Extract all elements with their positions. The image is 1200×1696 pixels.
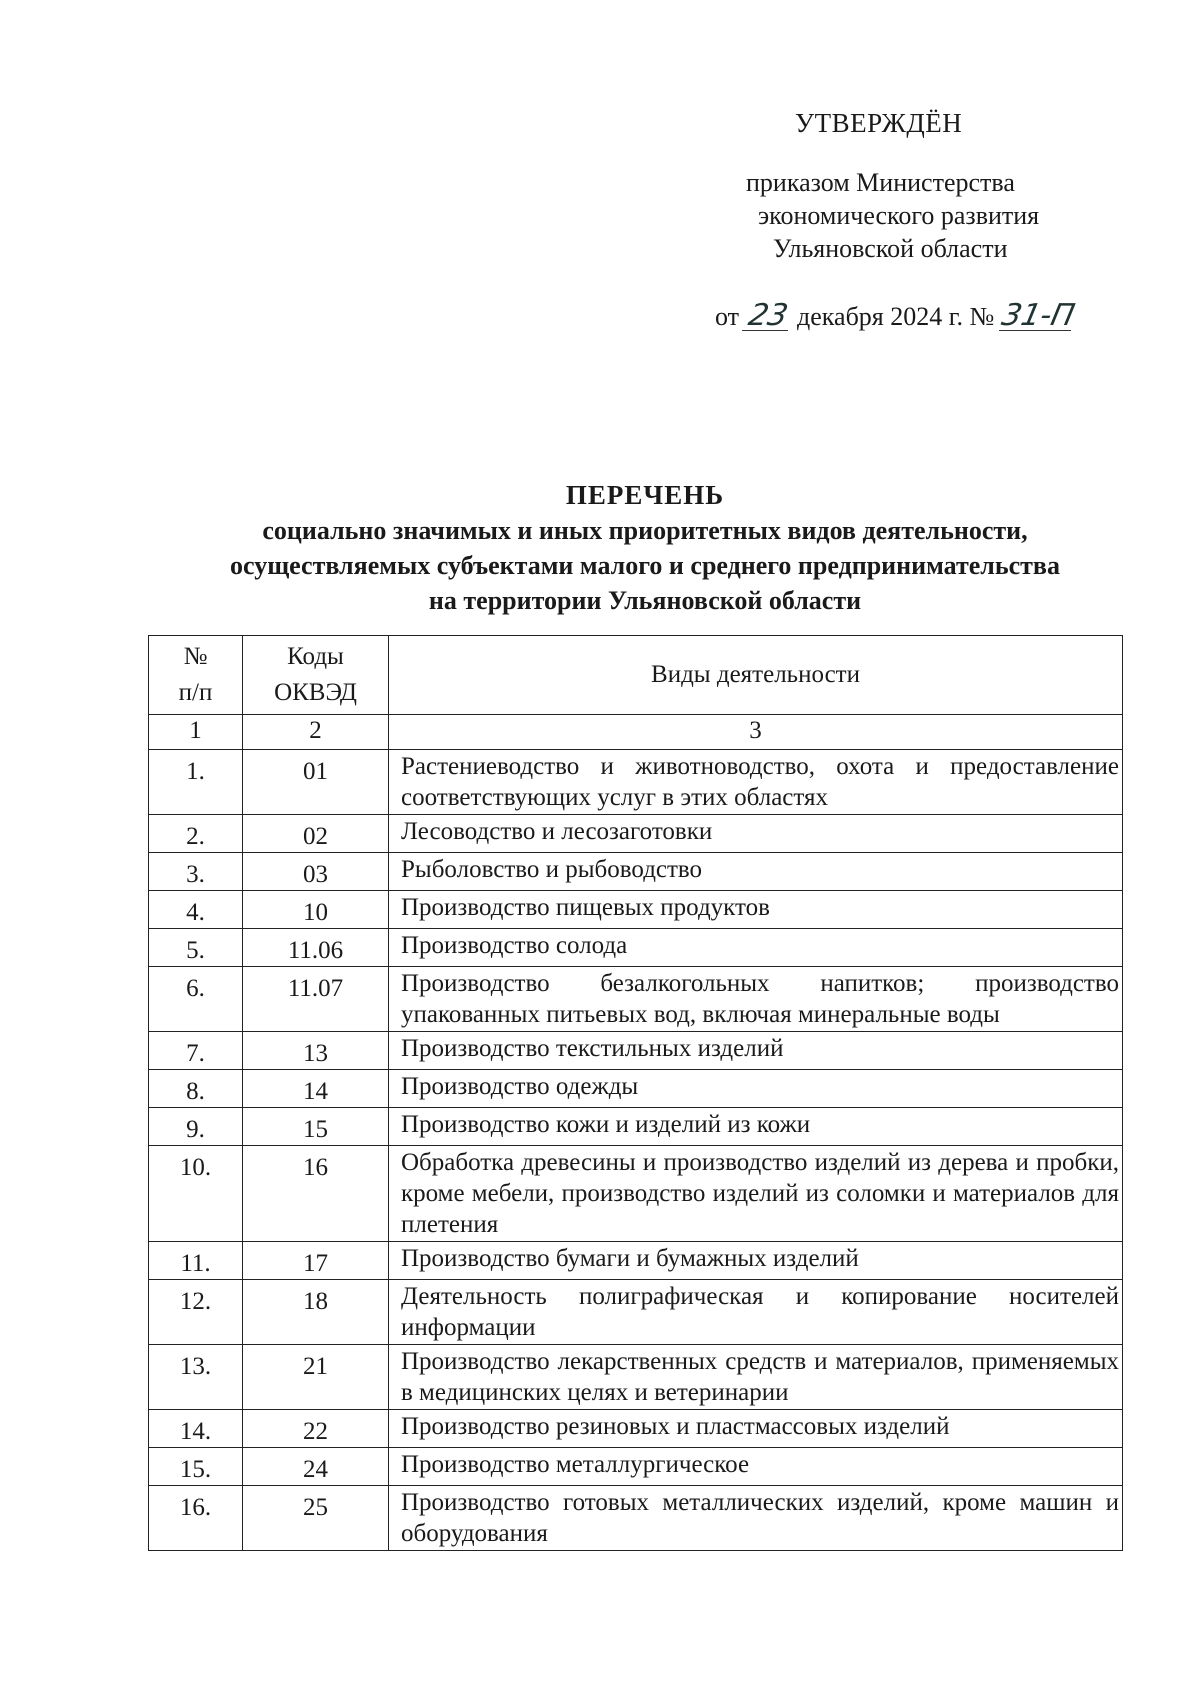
row-number: 3.	[149, 853, 243, 891]
activity-name: Деятельность полиграфическая и копирование носителей информации	[389, 1280, 1123, 1345]
table-row	[149, 1070, 1123, 1108]
table-header-row	[149, 636, 1123, 715]
header-code	[243, 636, 389, 715]
table-row	[149, 929, 1123, 967]
activity-name: Лесоводство и лесозаготовки	[389, 815, 1123, 853]
okved-code: 17	[243, 1242, 389, 1280]
approval-line-3: Ульяновской области	[773, 234, 1008, 263]
okved-code: 25	[243, 1486, 389, 1551]
okved-code: 11.06	[243, 929, 389, 967]
row-number: 14.	[149, 1410, 243, 1448]
column-index-1: 1	[149, 715, 243, 750]
activity-name: Производство готовых металлических изделий, кроме машин и оборудования	[389, 1486, 1123, 1551]
header-code-line1: Коды	[287, 643, 344, 670]
subtitle-line-1: социально значимых и иных приоритетных видов деятельности,	[262, 516, 1028, 545]
row-number: 7.	[149, 1032, 243, 1070]
row-number: 13.	[149, 1345, 243, 1410]
subtitle-line-3: на территории Ульяновской области	[428, 586, 862, 615]
activity-name: Производство кожи и изделий из кожи	[389, 1108, 1123, 1146]
table-row	[149, 1146, 1123, 1242]
row-number: 16.	[149, 1486, 243, 1551]
row-number: 6.	[149, 967, 243, 1032]
subtitle-line-2: осуществляемых субъектами малого и среднего предпринимательства	[230, 551, 1060, 580]
table-row	[149, 1108, 1123, 1146]
row-number: 4.	[149, 891, 243, 929]
table-row	[149, 1486, 1123, 1551]
okved-code: 11.07	[243, 967, 389, 1032]
column-index-3: 3	[389, 715, 1123, 750]
table-row	[149, 750, 1123, 815]
activity-name: Производство безалкогольных напитков; производство упакованных питьевых вод, включая минеральные воды	[389, 967, 1123, 1032]
activity-name: Производство одежды	[389, 1070, 1123, 1108]
date-prefix: от	[715, 302, 740, 331]
table-row	[149, 853, 1123, 891]
table-row	[149, 891, 1123, 929]
activity-name: Производство лекарственных средств и материалов, применяемых в медицинских целях и ветеринарии	[389, 1345, 1123, 1410]
row-number: 1.	[149, 750, 243, 815]
row-number: 12.	[149, 1280, 243, 1345]
header-num-symbol: №	[183, 643, 208, 670]
header-code-line2: ОКВЭД	[274, 679, 357, 706]
date-rest: декабря 2024 г. №	[797, 302, 995, 331]
okved-code: 02	[243, 815, 389, 853]
order-line	[715, 298, 1079, 333]
column-index-row	[149, 715, 1123, 750]
row-number: 9.	[149, 1108, 243, 1146]
approved-title: УТВЕРЖДЁН	[795, 108, 963, 138]
approval-line-2: экономического развития	[758, 201, 1040, 230]
table-row	[149, 1032, 1123, 1070]
document-subtitle	[150, 513, 1140, 618]
row-number: 15.	[149, 1448, 243, 1486]
okved-code: 15	[243, 1108, 389, 1146]
activity-name: Рыболовство и рыбоводство	[389, 853, 1123, 891]
table-row	[149, 1280, 1123, 1345]
okved-code: 13	[243, 1032, 389, 1070]
okved-code: 21	[243, 1345, 389, 1410]
row-number: 10.	[149, 1146, 243, 1242]
activities-table	[148, 635, 1123, 1551]
handwritten-day: 23	[742, 302, 794, 331]
okved-code: 14	[243, 1070, 389, 1108]
activity-name: Производство текстильных изделий	[389, 1032, 1123, 1070]
table-row	[149, 815, 1123, 853]
header-num-label: п/п	[178, 679, 213, 706]
table-row	[149, 1345, 1123, 1410]
row-number: 2.	[149, 815, 243, 853]
okved-code: 03	[243, 853, 389, 891]
activity-name: Производство солода	[389, 929, 1123, 967]
okved-code: 22	[243, 1410, 389, 1448]
activity-name: Производство пищевых продуктов	[389, 891, 1123, 929]
row-number: 8.	[149, 1070, 243, 1108]
handwritten-order-number: 31-П	[999, 298, 1079, 333]
table-row	[149, 1448, 1123, 1486]
okved-code: 10	[243, 891, 389, 929]
okved-code: 18	[243, 1280, 389, 1345]
activity-name: Обработка древесины и производство изделий из дерева и пробки, кроме мебели, производство изделий из соломки и материалов для плетения	[389, 1146, 1123, 1242]
table-row	[149, 1410, 1123, 1448]
document-title: ПЕРЕЧЕНЬ	[565, 480, 725, 510]
okved-code: 16	[243, 1146, 389, 1242]
okved-code: 24	[243, 1448, 389, 1486]
okved-code: 01	[243, 750, 389, 815]
activity-name: Растениеводство и животноводство, охота и предоставление соответствующих услуг в этих областях	[389, 750, 1123, 815]
table-row	[149, 967, 1123, 1032]
approval-line-1: приказом Министерства	[746, 168, 1015, 197]
row-number: 5.	[149, 929, 243, 967]
row-number: 11.	[149, 1242, 243, 1280]
column-index-2: 2	[243, 715, 389, 750]
table-row	[149, 1242, 1123, 1280]
header-num	[149, 636, 243, 715]
activity-name: Производство резиновых и пластмассовых изделий	[389, 1410, 1123, 1448]
activity-name: Производство бумаги и бумажных изделий	[389, 1242, 1123, 1280]
header-activity: Виды деятельности	[389, 636, 1123, 715]
activity-name: Производство металлургическое	[389, 1448, 1123, 1486]
